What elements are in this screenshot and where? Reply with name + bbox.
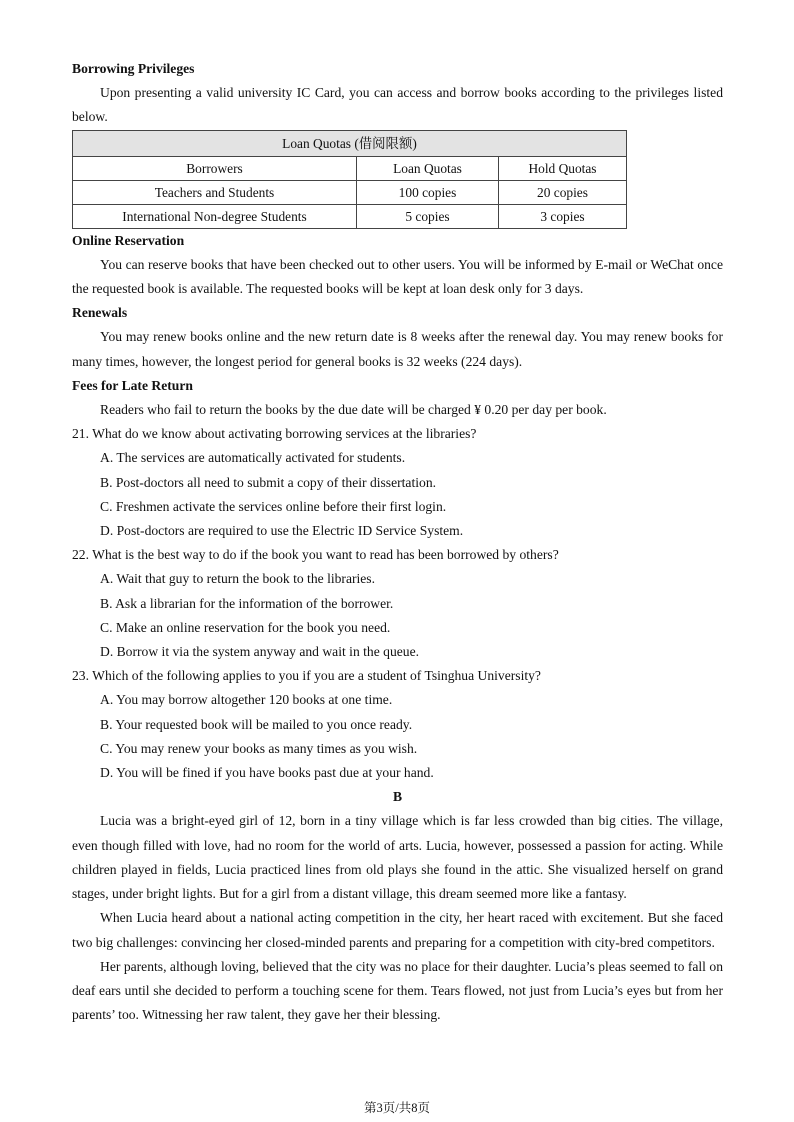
option-d: D. You will be fined if you have books past due at your hand. — [100, 765, 434, 781]
question-stem: 22. What is the best way to do if the book you want to read has been borrowed by others? — [72, 547, 559, 563]
option-a: A. Wait that guy to return the book to the libraries. — [100, 571, 376, 587]
online-reservation-text: You can reserve books that have been checked out to other users. You will be informed by E-mail or WeChat once the requested book is available. The requested books will be kept at loan desk only for 3 days. — [72, 256, 723, 297]
option-c: C. Freshmen activate the services online before their first login. — [100, 498, 447, 514]
document-body — [72, 57, 723, 1027]
table-cell: 100 copies — [357, 180, 499, 204]
table-row — [73, 204, 627, 228]
option-a: A. You may borrow altogether 120 books at one time. — [100, 692, 393, 708]
story-paragraph-3: Her parents, although loving, believed that the city was no place for their daughter. Lucia’s pleas seemed to fall on deaf ears until she decided to perform a touching scene for them. Tears flowed, not just from Lucia’s eyes but from her parents’ too. Witnessing her raw talent, they gave her their blessing. — [72, 958, 723, 1023]
table-row — [73, 180, 627, 204]
story-paragraph-2: When Lucia heard about a national acting competition in the city, her heart raced with excitement. But she faced two big challenges: convincing her closed-minded parents and preparing for a competition with city-bred competitors. — [72, 910, 723, 950]
table-cell: International Non-degree Students — [73, 204, 357, 228]
section-heading-borrowing: Borrowing Privileges — [72, 61, 195, 76]
header-loan-quotas: Loan Quotas — [357, 156, 499, 180]
question-22 — [72, 543, 723, 664]
option-c: C. You may renew your books as many times as you wish. — [100, 740, 418, 756]
option-d: D. Borrow it via the system anyway and wait in the queue. — [100, 644, 420, 660]
page-number: 第3页/共8页 — [364, 1101, 430, 1115]
question-21 — [72, 422, 723, 543]
part-b-label: B — [392, 789, 403, 805]
option-a: A. The services are automatically activated for students. — [100, 450, 406, 466]
question-stem: 23. Which of the following applies to you if you are a student of Tsinghua University? — [72, 668, 541, 684]
section-heading-online-reservation: Online Reservation — [72, 232, 185, 248]
story-paragraph-1: Lucia was a bright-eyed girl of 12, born in a tiny village which is far less crowded than big cities. The village, even though filled with love, had no room for the world of arts. Lucia, however, possessed a passion for acting. While children played in fields, Lucia practiced lines from old plays she found in the attic. She visualized herself on grand stages, under bright lights. But for a girl from a distant village, this dream seemed more like a fantasy. — [72, 813, 723, 902]
option-c: C. Make an online reservation for the book you need. — [100, 619, 391, 635]
question-stem: 21. What do we know about activating borrowing services at the libraries? — [72, 426, 477, 442]
table-cell: 3 copies — [499, 204, 627, 228]
option-b: B. Post-doctors all need to submit a copy of their dissertation. — [100, 474, 437, 490]
table-cell: 5 copies — [357, 204, 499, 228]
table-caption: Loan Quotas (借阅限额) — [73, 130, 627, 156]
table-cell: 20 copies — [499, 180, 627, 204]
renewals-text: You may renew books online and the new return date is 8 weeks after the renewal day. You may renew books for many times, however, the longest period for general books is 32 weeks (224 days). — [72, 329, 723, 369]
late-fees-text: Readers who fail to return the books by the due date will be charged ¥ 0.20 per day per book. — [100, 402, 607, 418]
question-23 — [72, 664, 723, 785]
table-cell: Teachers and Students — [73, 180, 357, 204]
table-header-row — [73, 156, 627, 180]
header-borrowers: Borrowers — [73, 156, 357, 180]
section-heading-renewals: Renewals — [72, 305, 128, 321]
option-d: D. Post-doctors are required to use the Electric ID Service System. — [100, 523, 464, 539]
option-b: B. Your requested book will be mailed to you once ready. — [100, 716, 413, 732]
header-hold-quotas: Hold Quotas — [499, 156, 627, 180]
loan-quota-table — [72, 130, 627, 229]
section-heading-late-fees: Fees for Late Return — [72, 377, 193, 393]
borrowing-intro: Upon presenting a valid university IC Card, you can access and borrow books according to the privileges listed below. — [72, 85, 723, 125]
option-b: B. Ask a librarian for the information of the borrower. — [100, 595, 394, 611]
